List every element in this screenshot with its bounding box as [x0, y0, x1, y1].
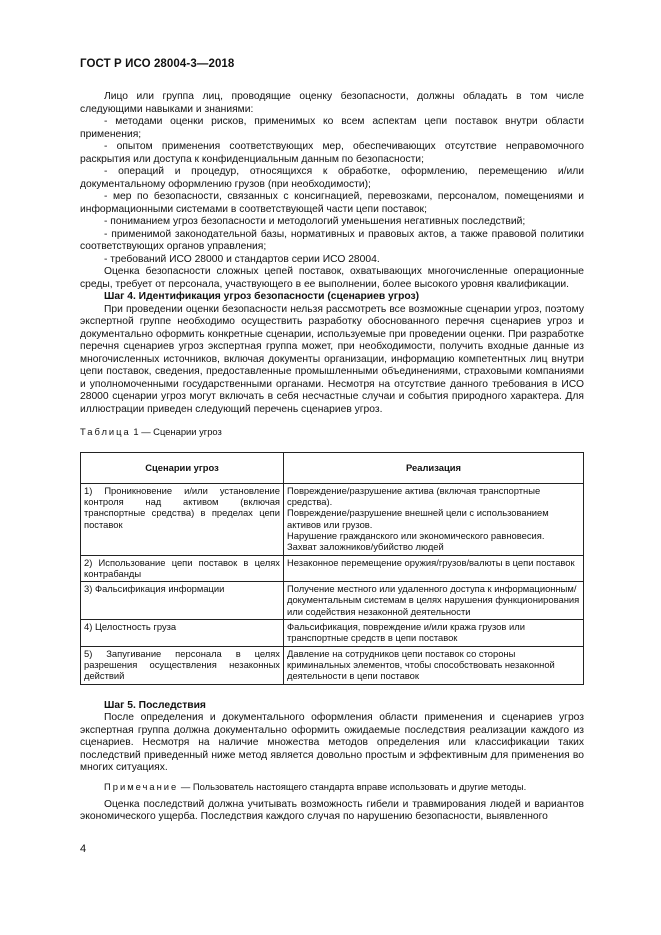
- document-header: ГОСТ Р ИСО 28004-3—2018: [80, 58, 235, 70]
- realization-cell: [284, 646, 584, 684]
- step4-body: При проведении оценки безопасности нельзя рассмотреть все возможные сценарии угроз, поэтому экспертной группе необходимо осуществить разработку обоснованного перечня сценариев угроз и документально оформить конкретные сценарии, используемые при проведении оценки. При разработке перечня сценариев угроз экспертная группа может, при необходимости, получить входные данные из многочисленных источников, включая документы организации, информацию компетентных лиц внутри цепи поставок, сведения, предоставленные промышленными объединениями, страховыми компаниями и уполномоченными государственными органами. Несмотря на отсутствие данного требования в ИСО 28000 сценарии угроз могут включать в себя несчастные случаи и события природного характера. Для иллюстрации приведен следующий перечень сценариев угроз.: [80, 303, 584, 415]
- table-header-row: [81, 452, 584, 483]
- scenario-cell: 3) Фальсификация информации: [81, 582, 284, 620]
- scenario-cell: 1) Проникновение и/или установление контроля над активом (включая транспортные средства) в пределах цепи поставок: [81, 483, 284, 555]
- note-label: Примечание: [104, 780, 179, 792]
- intro-item: - применимой законодательной базы, нормативных и правовых актов, а также правовой политики соответствующих органов управления;: [80, 228, 584, 252]
- column-header-realization: Реализация: [284, 452, 584, 483]
- table-caption-label: Таблица: [80, 426, 131, 437]
- realization-cell: [284, 582, 584, 620]
- step5-final: Оценка последствий должна учитывать возможность гибели и травмирования людей и вариантов экономического ущерба. Последствия каждого случая по нарушению безопасности, выявленного: [80, 798, 584, 823]
- note-text: — Пользователь настоящего стандарта вправе использовать и другие методы.: [180, 780, 527, 792]
- realization-line: Повреждение/разрушение внешней цели с использованием активов или грузов.: [287, 507, 549, 530]
- table-row: [81, 555, 584, 582]
- realization-line: Давление на сотрудников цепи поставок со стороны криминальных элементов, чтобы способствовать незаконной деятельности в цепи поставок: [287, 647, 555, 682]
- step4-heading: Шаг 4. Идентификация угроз безопасности (сценариев угроз): [104, 291, 420, 302]
- table-caption: [80, 426, 584, 439]
- intro-item: - методами оценки рисков, применимых ко всем аспектам цепи поставок внутри области применения;: [80, 116, 584, 140]
- intro-item: - операций и процедур, относящихся к обработке, оформлению, перемещению и/или документальному оформлению грузов (при необходимости);: [80, 166, 584, 190]
- note: [80, 781, 584, 793]
- threat-scenarios-table: [80, 452, 584, 685]
- page-number: 4: [80, 843, 87, 855]
- step5-heading: Шаг 5. Последствия: [104, 699, 206, 711]
- realization-line: Фальсификация, повреждение и/или кража грузов или транспортные средств в цепи поставок: [287, 621, 525, 644]
- intro-item: - требований ИСО 28000 и стандартов серии ИСО 28004.: [104, 253, 380, 265]
- table-row: [81, 483, 584, 555]
- table-row: [81, 582, 584, 620]
- table-row: [81, 620, 584, 647]
- intro-closing: Оценка безопасности сложных цепей поставок, охватывающих многочисленные операционные среды, требует от персонала, участвующего в ее выполнении, более высокого уровня квалификации.: [80, 266, 584, 290]
- realization-line: Нарушение гражданского или экономического равновесия.: [287, 529, 545, 541]
- page-content: [80, 91, 584, 824]
- realization-cell: [284, 483, 584, 555]
- intro-lead: Лицо или группа лиц, проводящие оценку безопасности, должны обладать в том числе следующими навыками и знаниями:: [80, 91, 584, 115]
- scenario-cell: 2) Использование цепи поставок в целях контрабанды: [81, 555, 284, 582]
- realization-cell: [284, 555, 584, 582]
- realization-cell: [284, 620, 584, 647]
- intro-item: - пониманием угроз безопасности и методологий уменьшения негативных последствий;: [104, 216, 526, 227]
- realization-line: Получение местного или удаленного доступа к информационным/документальным системам в целях нарушения функционирования или содействия незаконной деятельности: [287, 583, 580, 617]
- step5-body: После определения и документального оформления области применения и сценариев угроз экспертная группа должна документально оформить ожидаемые последствия реализации каждого из сценариев. Несмотря на наличие множества методов определения или классификации таких последствий приведенный ниже метод является довольно простым и эффективным для применения во многих ситуациях.: [80, 712, 584, 774]
- realization-line: Незаконное перемещение оружия/грузов/валюты в цепи поставок: [287, 556, 575, 568]
- scenario-cell: 4) Целостность груза: [81, 620, 284, 647]
- table-caption-text: 1 — Сценарии угроз: [133, 426, 222, 437]
- table-row: [81, 646, 584, 684]
- scenario-cell: 5) Запугивание персонала в целях разрешения осуществления незаконных действий: [81, 646, 284, 684]
- column-header-scenarios: Сценарии угроз: [81, 452, 284, 483]
- realization-line: Повреждение/разрушение актива (включая транспортные средства).: [287, 484, 541, 508]
- intro-item: - опытом применения соответствующих мер, обеспечивающих отсутствие неправомочного раскрытия или доступа к конфиденциальным данным по безопасности;: [80, 141, 584, 165]
- realization-line: Захват заложников/убийство людей: [287, 541, 444, 553]
- intro-item: - мер по безопасности, связанных с консигнацией, перевозками, персоналом, помещениями и информационными системами в соответствующей части цепи поставок;: [80, 191, 584, 215]
